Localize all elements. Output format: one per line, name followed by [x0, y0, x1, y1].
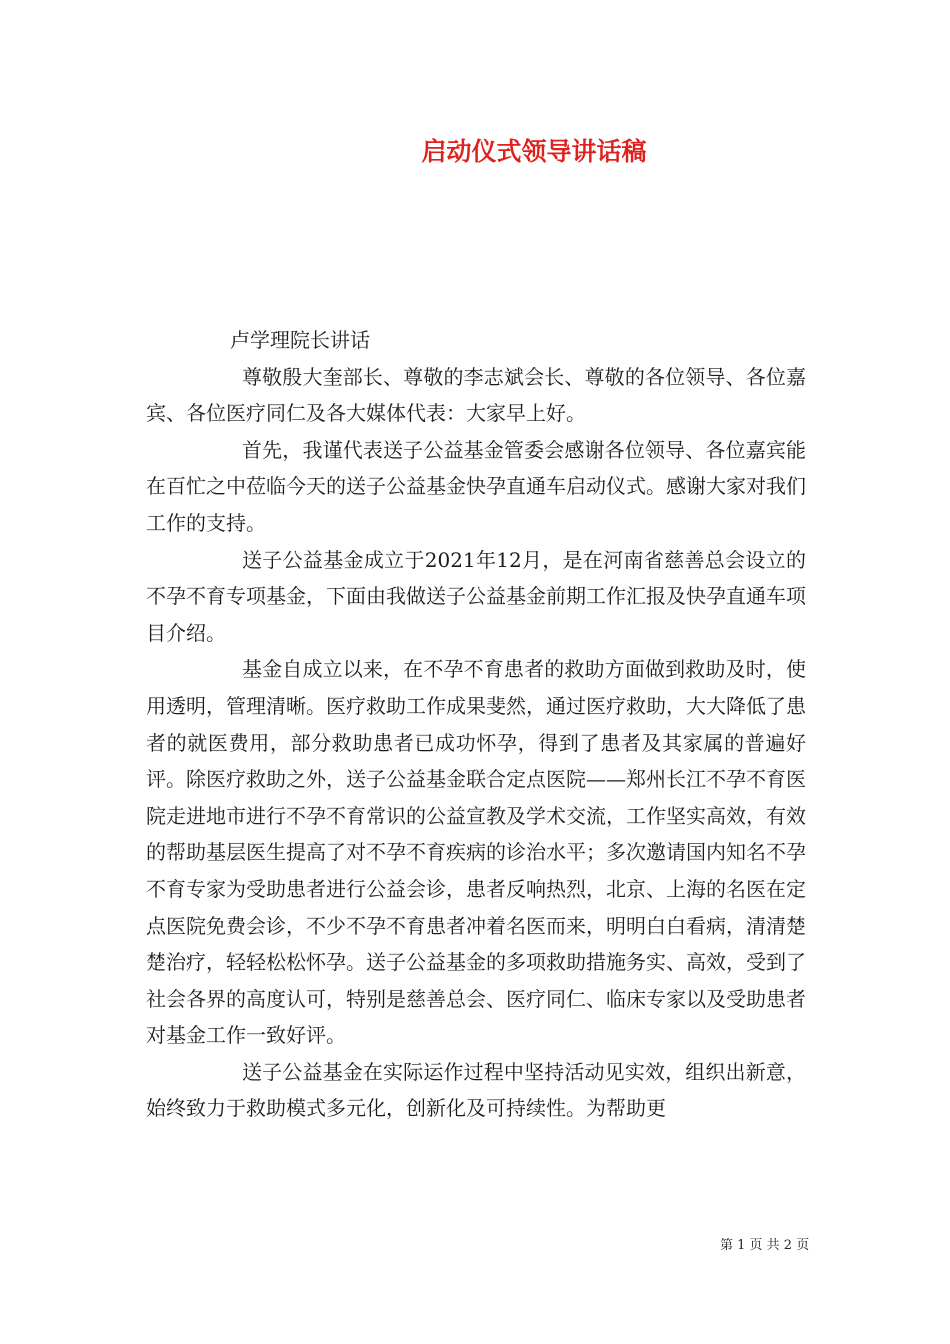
paragraph-thanks: 首先，我谨代表送子公益基金管委会感谢各位领导、各位嘉宾能在百忙之中莅临今天的送子公益基金快孕直通车启动仪式。感谢大家对我们工作的支持。	[146, 437, 806, 535]
document-body	[146, 322, 806, 1127]
speaker-line: 卢学理院长讲话	[230, 328, 370, 352]
paragraph-greeting: 尊敬殷大奎部长、尊敬的李志斌会长、尊敬的各位领导、各位嘉宾、各位医疗同仁及各大媒体代表：大家早上好。	[146, 364, 806, 426]
page-number: 第 1 页 共 2 页	[720, 1238, 810, 1253]
document-title: 启动仪式领导讲话稿	[421, 137, 647, 166]
paragraph-achievements: 基金自成立以来，在不孕不育患者的救助方面做到救助及时，使用透明，管理清晰。医疗救助工作成果斐然，通过医疗救助，大大降低了患者的就医费用，部分救助患者已成功怀孕，得到了患者及其家属的普遍好评。除医疗救助之外，送子公益基金联合定点医院——郑州长江不孕不育医院走进地市进行不孕不育常识的公益宣教及学术交流，工作坚实高效，有效的帮助基层医生提高了对不孕不育疾病的诊治水平；多次邀请国内知名不孕不育专家为受助患者进行公益会诊，患者反响热烈，北京、上海的名医在定点医院免费会诊，不少不孕不育患者冲着名医而来，明明白白看病，清清楚楚治疗，轻轻松松怀孕。送子公益基金的多项救助措施务实、高效，受到了社会各界的高度认可，特别是慈善总会、医疗同仁、临床专家以及受助患者对基金工作一致好评。	[146, 657, 806, 1048]
paragraph-fund-intro: 送子公益基金成立于2021年12月，是在河南省慈善总会设立的不孕不育专项基金，下面由我做送子公益基金前期工作汇报及快孕直通车项目介绍。	[146, 547, 806, 645]
paragraph-operation: 送子公益基金在实际运作过程中坚持活动见实效，组织出新意，始终致力于救助模式多元化，创新化及可持续性。为帮助更	[146, 1059, 806, 1121]
